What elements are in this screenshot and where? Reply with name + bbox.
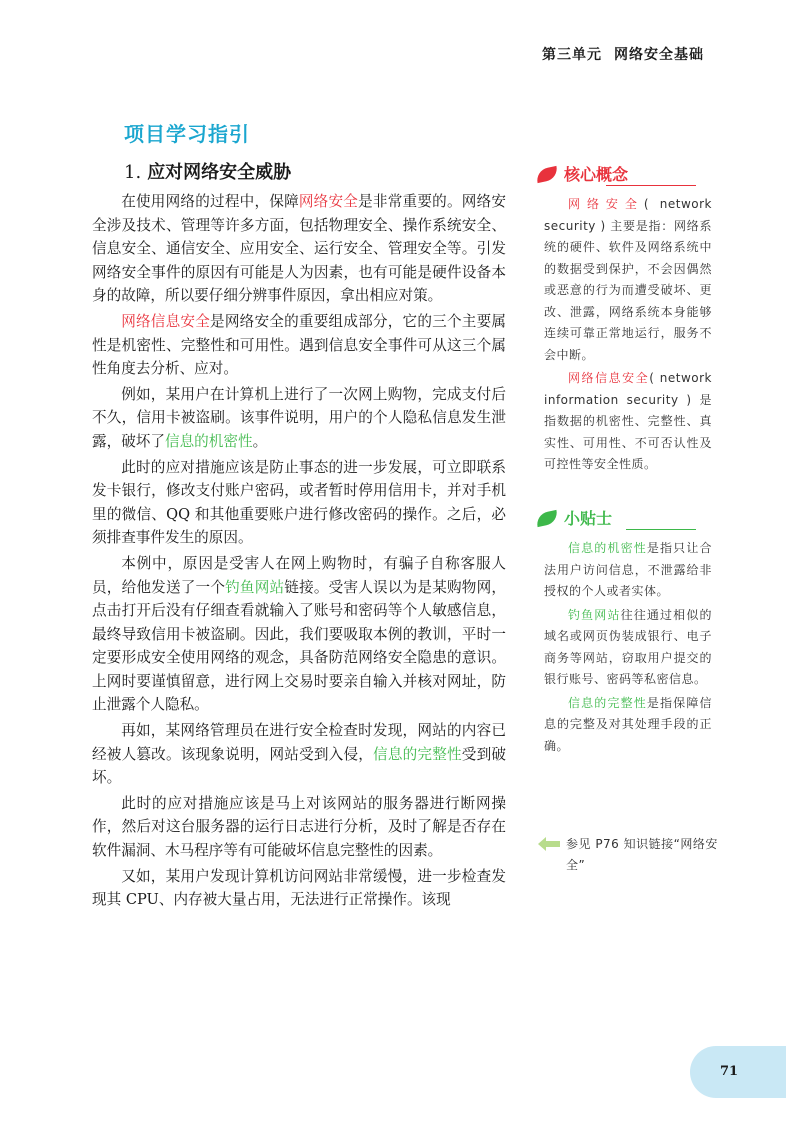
red-leaf-icon <box>535 166 559 183</box>
paragraph-4: 此时的应对措施应该是防止事态的进一步发展，可立即联系发卡银行，修改支付账户密码，或者暂时停用信用卡，并对手机里的微信、QQ 和其他重要账户进行修改密码的操作。之后，必须排查事件发生的原因。 <box>92 458 506 547</box>
page-number: 71 <box>720 1064 739 1079</box>
tip-integrity <box>544 693 712 758</box>
sub-heading-title: 应对网络安全威胁 <box>147 162 292 183</box>
concept-text: ( network information security ) 是指数据的机密性、完整性、真实性、可用性、不可否认性及可控性等安全性质。 <box>544 371 712 471</box>
concept-text: ( network security ) 主要是指：网络系统的硬件、软件及网络系统中的数据受到保护，不会因偶然或恶意的行为而遭受破坏、更改、泄露，网络系统本身能够连续可靠正常地运行，服务不会中断。 <box>544 197 712 362</box>
term-network-security: 网络安全 <box>298 193 359 210</box>
paragraph-5 <box>92 552 506 717</box>
tip-text: 是指保障信息的完整及对其处理手段的正确。 <box>544 695 712 753</box>
tip-confidentiality <box>544 538 712 603</box>
tip-text: 往往通过相似的域名或网页伪装成银行、电子商务等网站，窃取用户提交的银行账号、密码等私密信息。 <box>544 607 712 686</box>
unit-label: 第三单元 <box>542 47 602 63</box>
text-run: 例如，某用户在计算机上进行了一次网上购物，完成支付后不久，信用卡被盗刷。该事件说明，用户的个人隐私信息发生泄露，破坏了 <box>92 385 506 450</box>
core-concept-title <box>536 162 696 188</box>
tips-body <box>544 538 712 759</box>
term-phishing-site: 钓鱼网站 <box>225 578 285 596</box>
reference-text: 参见 P76 知识链接“网络安全” <box>566 837 718 872</box>
text-run: 链接。受害人误以为是某购物网，点击打开后没有仔细查看就输入了账号和密码等个人敏感信息，最终导致信用卡被盗刷。因此，我们要吸取本例的教训，平时一定要形成安全使用网络的观念，具备防范网络安全隐患的意识。上网时要谨慎留意，进行网上交易时要亲自输入并核对网址，防止泄露个人隐私。 <box>92 578 506 714</box>
sub-heading <box>124 158 291 184</box>
tip-text: 是指只让合法用户访问信息，不泄露给非授权的个人或者实体。 <box>544 541 712 598</box>
concept-network-info-security <box>544 368 712 476</box>
left-arrow-icon <box>538 837 560 851</box>
paragraph-8: 又如，某用户发现计算机访问网站非常缓慢，进一步检查发现其 CPU、内存被大量占用，无法进行正常操作。该现 <box>92 867 506 909</box>
tip-term: 信息的机密性 <box>568 541 647 555</box>
tip-phishing <box>544 605 712 691</box>
term-network-info-security: 网络信息安全 <box>121 312 211 330</box>
sub-heading-number: 1. <box>124 162 142 183</box>
paragraph-6 <box>92 719 506 790</box>
green-leaf-icon <box>535 510 559 527</box>
tip-term: 钓鱼网站 <box>568 607 621 622</box>
paragraph-3 <box>92 383 506 454</box>
core-concept-body <box>544 194 712 478</box>
concept-term: 网络安全 <box>568 197 644 211</box>
text-run: 本例中，原因是受害人在网上购物时，有骗子自称客服人员，给他发送了一个 <box>92 554 506 596</box>
text-run: 是网络安全的重要组成部分，它的三个主要属性是机密性、完整性和可用性。遇到信息安全事件可从这三个属性角度去分析、应对。 <box>92 312 506 378</box>
text-run: 。 <box>252 432 268 450</box>
text-run: 受到破坏。 <box>92 745 506 787</box>
concept-term: 网络信息安全 <box>568 371 650 385</box>
divider <box>606 185 696 186</box>
text-run: 是非常重要的。网络安全涉及技术、管理等许多方面，包括物理安全、操作系统安全、信息安全、通信安全、应用安全、运行安全、管理安全等。引发网络安全事件的原因有可能是人为因素，也有可能是硬件设备本身的故障，所以要仔细分辨事件原因，拿出相应对策。 <box>92 193 506 305</box>
tips-label: 小贴士 <box>564 509 613 528</box>
tips-title <box>536 506 696 532</box>
paragraph-7: 此时的应对措施应该是马上对该网站的服务器进行断网操作，然后对这台服务器的运行日志进行分析，及时了解是否存在软件漏洞、木马程序等有可能破坏信息完整性的因素。 <box>92 794 506 860</box>
paragraph-1 <box>92 190 506 308</box>
term-integrity: 信息的完整性 <box>373 745 462 763</box>
text-run: 再如，某网络管理员在进行安全检查时发现，网站的内容已经被人篡改。该现象说明，网站受到入侵， <box>92 722 506 763</box>
reference-note <box>538 834 718 876</box>
running-header <box>542 44 704 64</box>
paragraph-2 <box>92 310 506 381</box>
tip-term: 信息的完整性 <box>568 695 647 710</box>
section-heading: 项目学习指引 <box>124 122 250 146</box>
term-confidentiality: 信息的机密性 <box>164 432 253 450</box>
text-run: 在使用网络的过程中，保障 <box>121 193 299 210</box>
main-body <box>92 190 506 914</box>
divider <box>626 529 696 530</box>
concept-network-security <box>544 194 712 366</box>
unit-title: 网络安全基础 <box>614 47 704 63</box>
core-concept-label: 核心概念 <box>564 165 629 184</box>
